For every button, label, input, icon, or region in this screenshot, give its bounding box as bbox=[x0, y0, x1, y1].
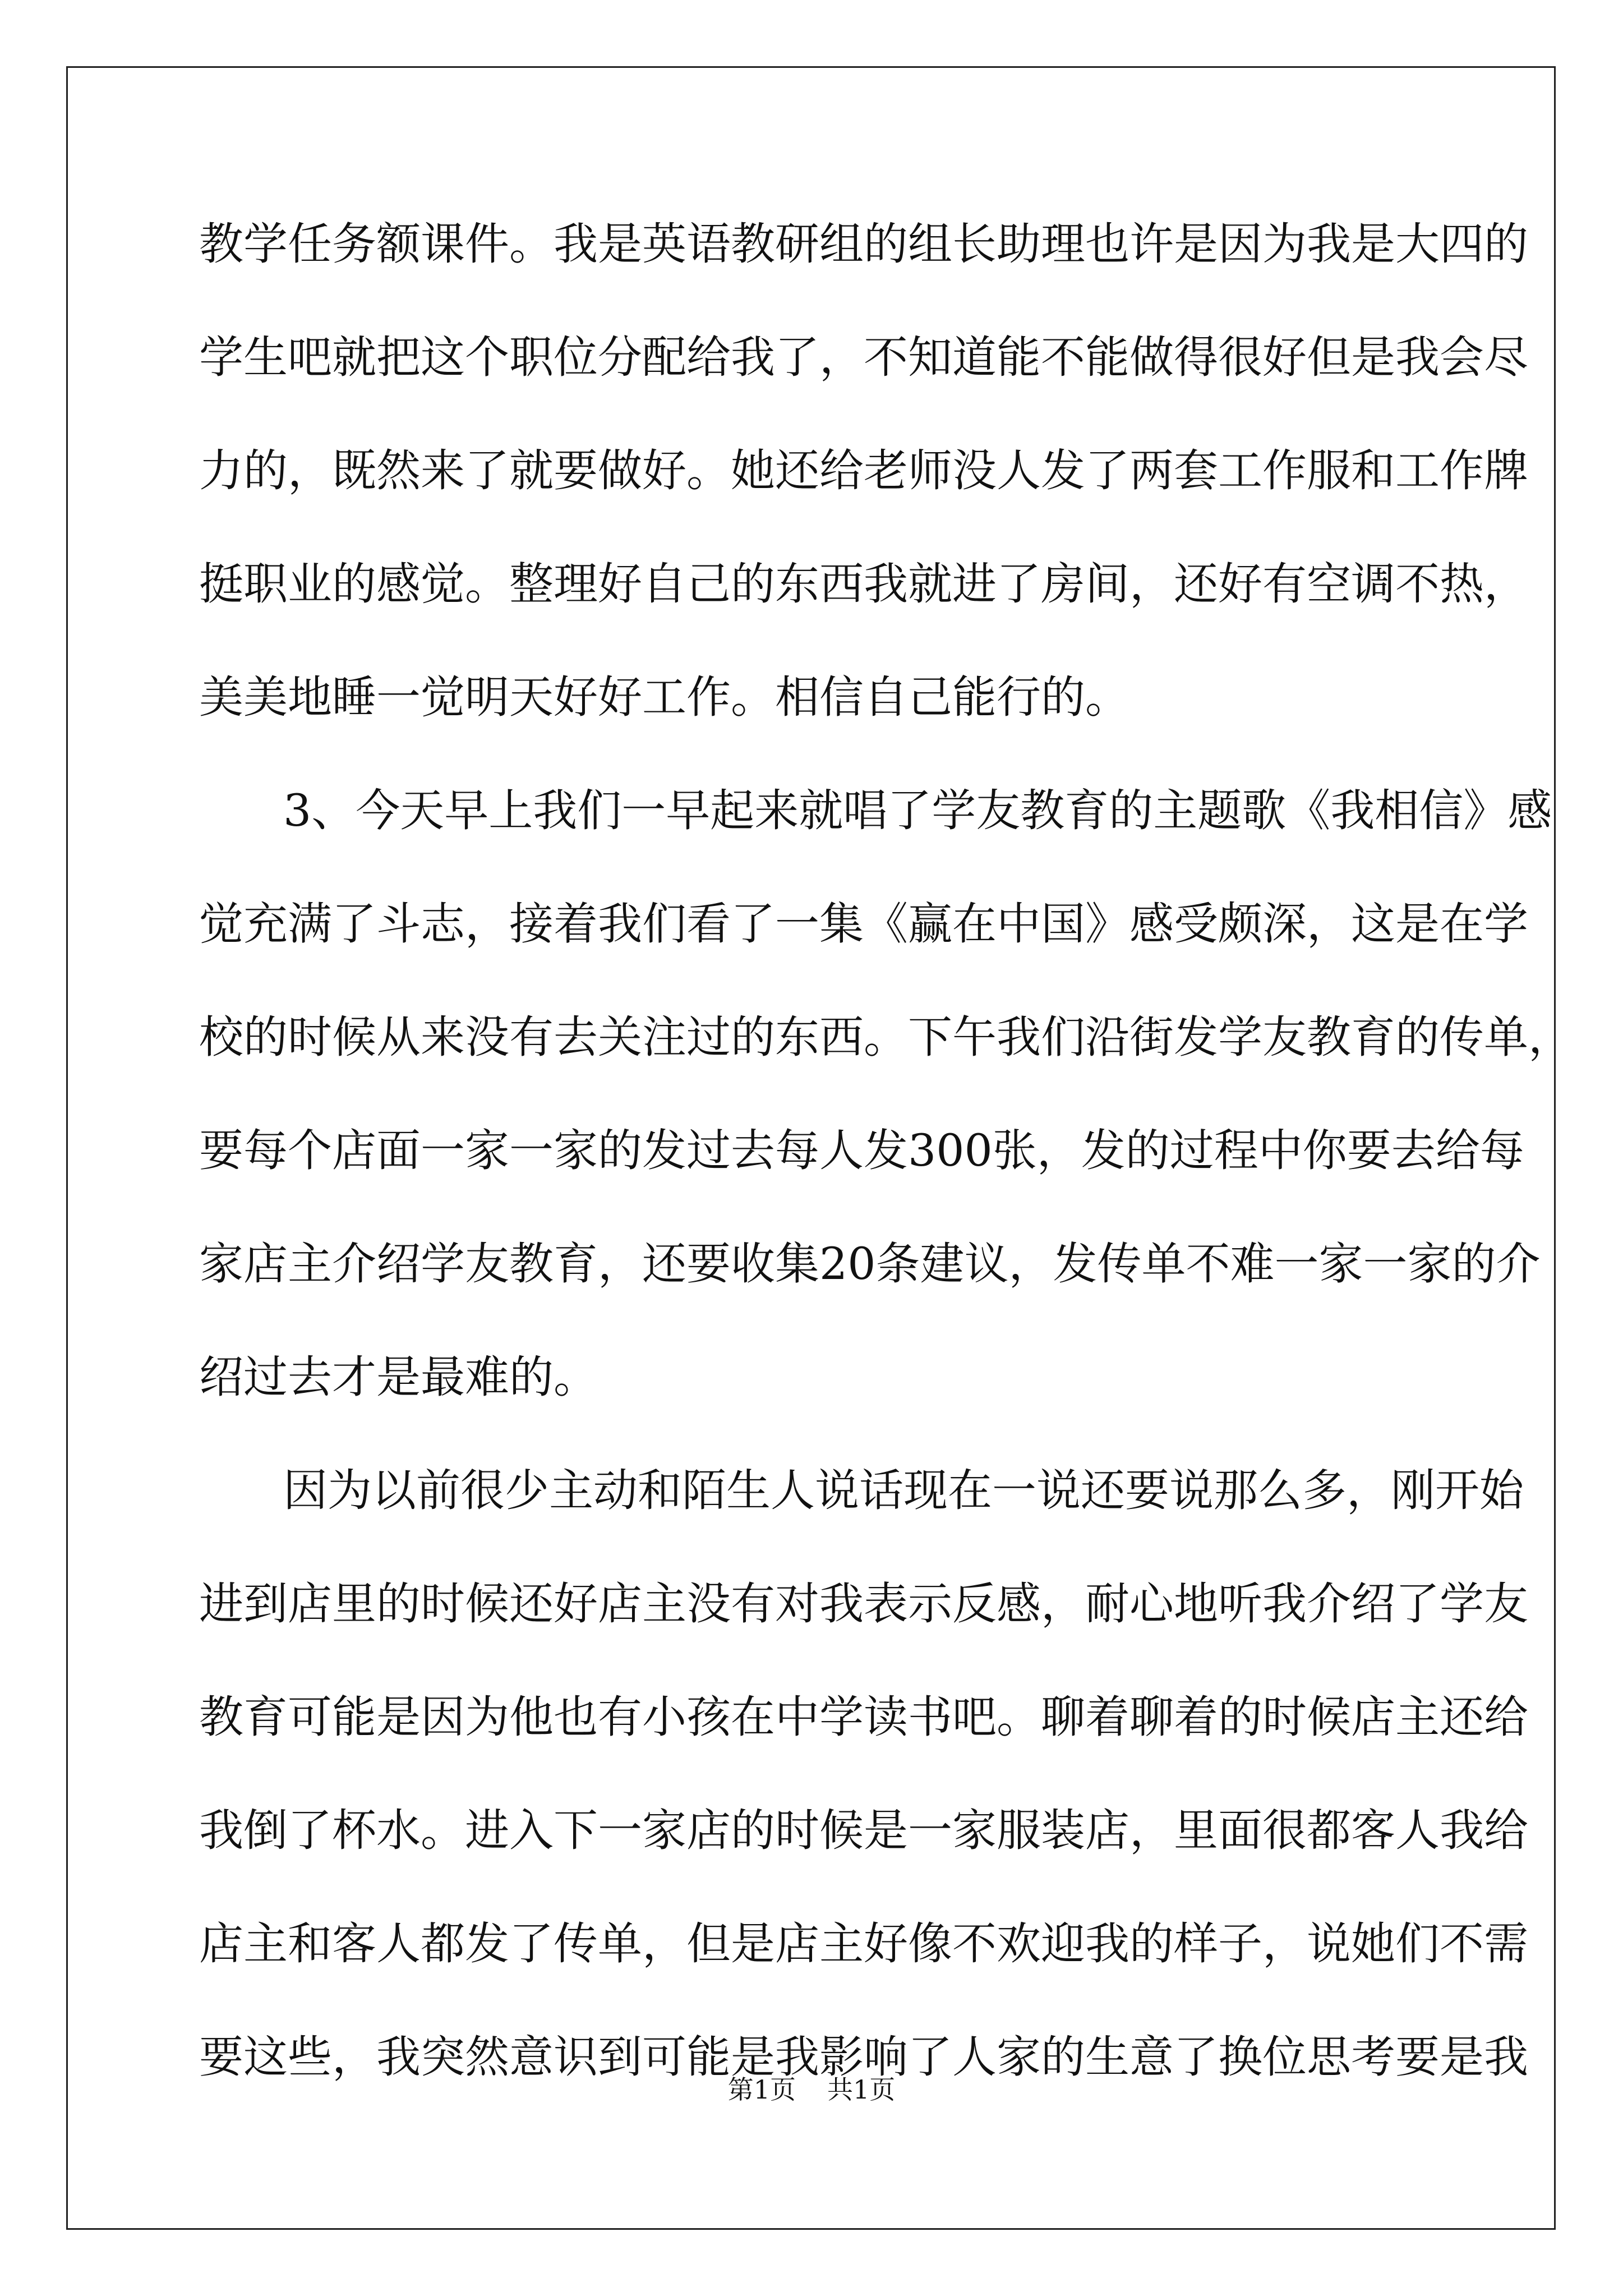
text-line: 要每个店面一家一家的发过去每人发300张，发的过程中你要去给每 bbox=[199, 1125, 1524, 1176]
text-line: 进到店里的时候还好店主没有对我表示反感，耐心地听我介绍了学友 bbox=[199, 1578, 1528, 1630]
text-line: 挺职业的感觉。整理好自己的东西我就进了房间，还好有空调不热， bbox=[199, 558, 1528, 610]
text-line: 觉充满了斗志，接着我们看了一集《赢在中国》感受颇深，这是在学 bbox=[199, 898, 1528, 950]
text-line: 校的时候从来没有去关注过的东西。下午我们沿街发学友教育的传单， bbox=[199, 1011, 1573, 1063]
text-line: 教学任务额课件。我是英语教研组的组长助理也许是因为我是大四的 bbox=[199, 218, 1528, 270]
text-line: 要这些，我突然意识到可能是我影响了人家的生意了换位思考要是我 bbox=[199, 2031, 1528, 2083]
text-line-paragraph-start: 3、今天早上我们一早起来就唱了学友教育的主题歌《我相信》感 bbox=[283, 785, 1552, 836]
text-line: 我倒了杯水。进入下一家店的时候是一家服装店，里面很都客人我给 bbox=[199, 1805, 1528, 1856]
page-footer bbox=[0, 2073, 1623, 2106]
page-total: 共1页 bbox=[827, 2074, 896, 2105]
text-line: 家店主介绍学友教育，还要收集20条建议，发传单不难一家一家的介 bbox=[199, 1238, 1541, 1290]
page-number: 第1页 bbox=[727, 2074, 796, 2105]
text-line: 学生吧就把这个职位分配给我了，不知道能不能做得很好但是我会尽 bbox=[199, 332, 1528, 383]
text-line: 美美地睡一觉明天好好工作。相信自己能行的。 bbox=[199, 671, 1129, 723]
text-line-paragraph-start: 因为以前很少主动和陌生人说话现在一说还要说那么多，刚开始 bbox=[283, 1465, 1524, 1516]
text-line: 教育可能是因为他也有小孩在中学读书吧。聊着聊着的时候店主还给 bbox=[199, 1691, 1528, 1743]
text-line: 力的，既然来了就要做好。她还给老师没人发了两套工作服和工作牌 bbox=[199, 445, 1528, 496]
text-line: 店主和客人都发了传单，但是店主好像不欢迎我的样子，说她们不需 bbox=[199, 1918, 1528, 1970]
text-line: 绍过去才是最难的。 bbox=[199, 1351, 598, 1403]
